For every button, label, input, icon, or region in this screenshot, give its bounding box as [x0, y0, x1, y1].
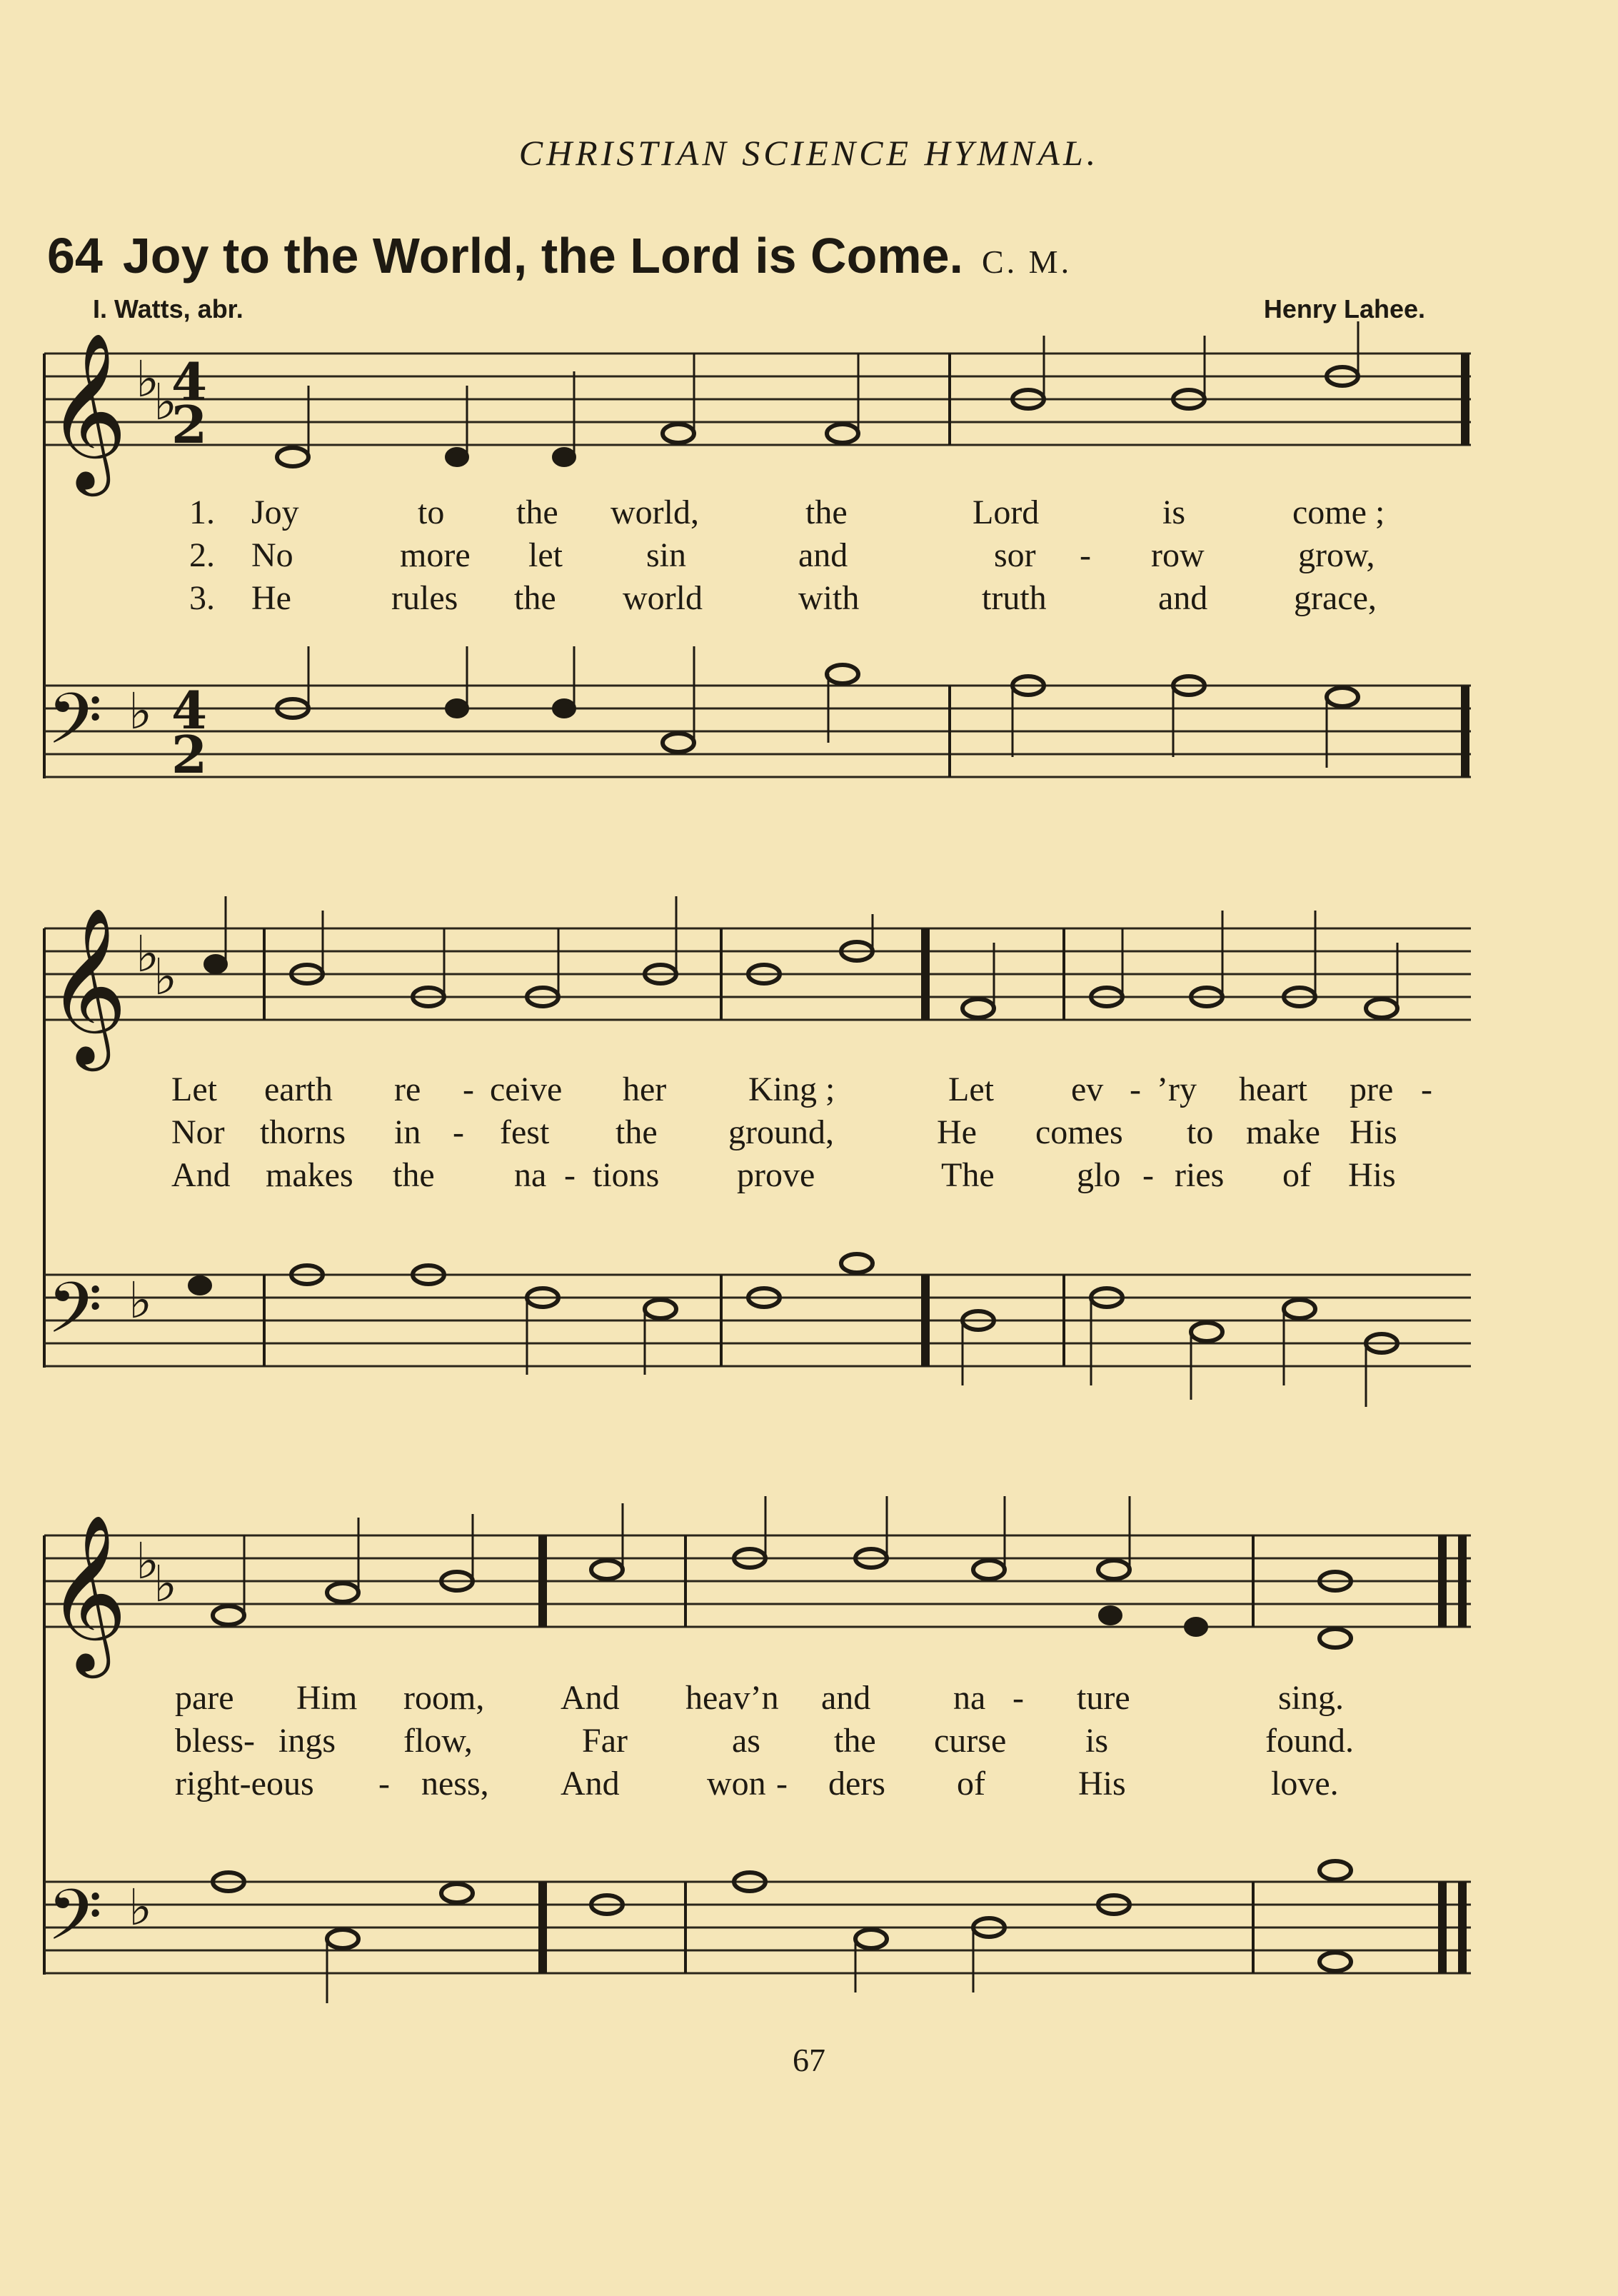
lyrics-system-2-verse-3 — [0, 1155, 1618, 1198]
lyric-word: won — [707, 1765, 766, 1803]
lyric-word: comes — [1035, 1113, 1123, 1151]
lyric-word: grow, — [1298, 536, 1375, 574]
lyric-word: come ; — [1292, 493, 1385, 531]
lyric-word: as — [732, 1722, 760, 1760]
lyric-word: He — [937, 1113, 977, 1151]
system-2-treble-staff — [44, 896, 1471, 1071]
lyric-word: fest — [500, 1113, 550, 1151]
lyric-word: found. — [1265, 1722, 1354, 1760]
flat-icon: ♭ — [136, 350, 160, 408]
hymn-meter: C. M. — [982, 244, 1072, 280]
treble-clef-icon: 𝄞 — [47, 331, 128, 489]
lyric-word: world, — [610, 493, 699, 531]
lyrics-system-1-verse-3 — [0, 578, 1618, 621]
lyric-word: His — [1348, 1156, 1396, 1194]
svg-text:♭: ♭ — [154, 373, 178, 431]
lyric-word: He — [251, 579, 291, 617]
svg-text:♭: ♭ — [129, 1271, 153, 1330]
svg-text:♭: ♭ — [136, 1532, 160, 1590]
lyric-word: 2. — [189, 536, 215, 574]
words-attribution: I. Watts, abr. — [93, 294, 243, 324]
lyric-word: Let — [171, 1071, 217, 1108]
lyric-word: and — [821, 1679, 871, 1717]
lyrics-system-3-verse-3 — [0, 1764, 1618, 1807]
lyric-word: ders — [828, 1765, 885, 1803]
lyric-word: re — [394, 1071, 421, 1108]
lyric-word: sing. — [1278, 1679, 1345, 1717]
lyric-word: world — [623, 579, 703, 617]
lyric-word: sin — [646, 536, 687, 574]
lyric-word: ings — [278, 1722, 336, 1760]
lyric-word: Him — [296, 1679, 358, 1717]
svg-text:♭: ♭ — [136, 925, 160, 983]
lyric-word: 1. — [189, 493, 215, 531]
lyric-word: the — [393, 1156, 435, 1194]
lyric-word: heart — [1239, 1071, 1307, 1108]
lyric-word: - — [1012, 1679, 1024, 1717]
lyric-word: - — [453, 1113, 464, 1151]
svg-text:2: 2 — [171, 724, 208, 785]
lyric-word: the — [834, 1722, 876, 1760]
lyric-word: of — [1282, 1156, 1311, 1194]
lyric-word: is — [1162, 493, 1186, 531]
lyric-word: her — [623, 1071, 667, 1108]
lyric-word: Joy — [251, 493, 299, 531]
lyric-word: pre — [1350, 1071, 1394, 1108]
svg-text:♭: ♭ — [129, 682, 153, 741]
lyric-word: the — [615, 1113, 658, 1151]
lyric-word: prove — [737, 1156, 815, 1194]
lyric-word: of — [957, 1765, 985, 1803]
lyric-word: 3. — [189, 579, 215, 617]
time-signature-top: 4 — [171, 351, 208, 412]
svg-text:♭: ♭ — [154, 948, 178, 1006]
lyric-word: Let — [948, 1071, 994, 1108]
lyrics-system-1-verse-2 — [0, 536, 1618, 578]
lyric-word: - — [776, 1765, 788, 1803]
lyric-word: more — [400, 536, 471, 574]
lyrics-system-1-verse-1 — [0, 493, 1618, 536]
lyric-word: row — [1151, 536, 1205, 574]
lyric-word: sor — [994, 536, 1036, 574]
lyric-word: pare — [175, 1679, 234, 1717]
lyric-word: Nor — [171, 1113, 225, 1151]
music-attribution: Henry Lahee. — [1263, 294, 1425, 324]
lyric-word: - — [1421, 1071, 1432, 1108]
svg-text:♭: ♭ — [154, 1555, 178, 1613]
lyric-word: let — [528, 536, 563, 574]
lyric-word: heav’n — [685, 1679, 779, 1717]
page-number: 67 — [793, 2042, 825, 2078]
lyric-word: glo — [1077, 1156, 1121, 1194]
lyric-word: the — [805, 493, 848, 531]
lyric-word: bless- — [175, 1722, 255, 1760]
lyric-word: na — [953, 1679, 986, 1717]
lyric-word: and — [1158, 579, 1208, 617]
lyric-word: love. — [1271, 1765, 1339, 1803]
lyric-word: - — [463, 1071, 474, 1108]
system-3-treble-staff — [44, 1496, 1471, 1678]
lyric-word: tions — [593, 1156, 660, 1194]
lyric-word: No — [251, 536, 293, 574]
svg-text:𝄞: 𝄞 — [47, 906, 128, 1064]
lyric-word: makes — [266, 1156, 353, 1194]
lyric-word: And — [171, 1156, 231, 1194]
lyric-word: to — [1187, 1113, 1214, 1151]
svg-text:♭: ♭ — [129, 1878, 153, 1937]
running-title: CHRISTIAN SCIENCE HYMNAL. — [518, 133, 1100, 173]
system-2-bass-staff — [44, 1254, 1471, 1407]
lyric-word: grace, — [1294, 579, 1377, 617]
lyrics-system-2-verse-2 — [0, 1113, 1618, 1155]
lyric-word: with — [798, 579, 860, 617]
hymn-number: 64 — [47, 228, 103, 284]
lyric-word: Far — [582, 1722, 628, 1760]
lyric-word: - — [1130, 1071, 1141, 1108]
lyric-word: thorns — [260, 1113, 346, 1151]
lyric-word: truth — [982, 579, 1047, 617]
lyric-word: make — [1246, 1113, 1320, 1151]
lyric-word: - — [378, 1765, 390, 1803]
lyric-word: His — [1078, 1765, 1126, 1803]
lyric-word: the — [516, 493, 558, 531]
system-3-bass-staff — [44, 1861, 1471, 2003]
lyric-word: And — [561, 1679, 620, 1717]
lyric-word: Lord — [973, 493, 1040, 531]
lyric-word: earth — [264, 1071, 333, 1108]
lyric-word: - — [1080, 536, 1091, 574]
lyric-word: room, — [403, 1679, 485, 1717]
system-1-treble-staff — [44, 321, 1471, 496]
svg-text:𝄢: 𝄢 — [47, 1268, 103, 1367]
lyric-word: - — [1142, 1156, 1154, 1194]
lyric-word: curse — [934, 1722, 1007, 1760]
lyric-word: na — [514, 1156, 547, 1194]
lyric-word: in — [394, 1113, 421, 1151]
lyric-word: ev — [1071, 1071, 1104, 1108]
lyrics-system-3-verse-1 — [0, 1678, 1618, 1721]
lyric-word: right-eous — [175, 1765, 314, 1803]
lyric-word: ’ry — [1157, 1071, 1197, 1108]
lyric-word: ceive — [490, 1071, 563, 1108]
lyrics-system-3-verse-2 — [0, 1721, 1618, 1764]
lyric-word: to — [418, 493, 445, 531]
time-signature-bottom: 2 — [171, 394, 208, 455]
hymn-title: Joy to the World, the Lord is Come. — [122, 228, 963, 284]
lyric-word: ture — [1077, 1679, 1130, 1717]
lyric-word: and — [798, 536, 848, 574]
system-1-bass-staff — [44, 646, 1471, 785]
svg-text:4: 4 — [171, 680, 208, 741]
lyrics-system-2-verse-1 — [0, 1070, 1618, 1113]
lyric-word: ness, — [421, 1765, 489, 1803]
lyric-word: ground, — [728, 1113, 834, 1151]
lyric-word: And — [561, 1765, 620, 1803]
svg-text:𝄞: 𝄞 — [47, 1513, 128, 1671]
lyric-word: rules — [391, 579, 458, 617]
lyric-word: The — [941, 1156, 995, 1194]
lyric-word: flow, — [403, 1722, 473, 1760]
svg-text:𝄢: 𝄢 — [47, 1875, 103, 1974]
lyric-word: ries — [1175, 1156, 1225, 1194]
lyric-word: - — [564, 1156, 576, 1194]
lyric-word: King ; — [748, 1071, 835, 1108]
lyric-word: the — [514, 579, 556, 617]
lyric-word: is — [1085, 1722, 1109, 1760]
lyric-word: His — [1350, 1113, 1397, 1151]
bass-clef-icon: 𝄢 — [47, 678, 103, 778]
